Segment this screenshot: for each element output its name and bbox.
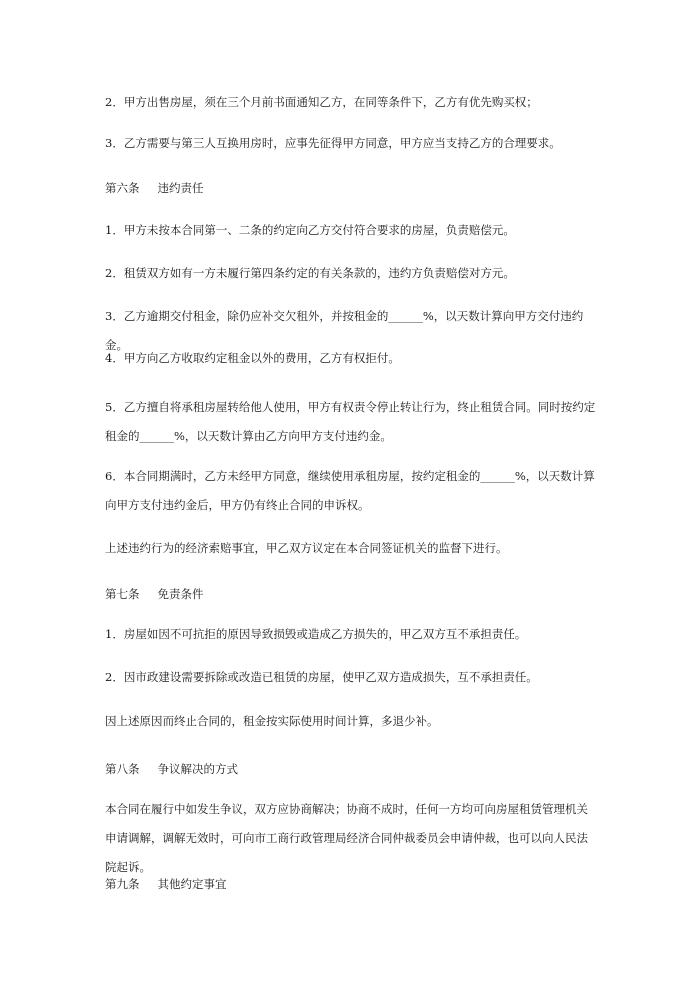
article-7-title: 免责条件 <box>157 587 204 601</box>
article-6-number: 第六条 <box>105 181 140 195</box>
clause-5-item-2: 2．甲方出售房屋，须在三个月前书面通知乙方，在同等条件下，乙方有优先购买权； <box>105 95 538 109</box>
article-7-heading <box>105 584 204 604</box>
clause-8-body: 本合同在履行中如发生争议，双方应协商解决；协商不成时，任何一方均可向房屋租赁管理机关申请调解，调解无效时，可向市工商行政管理局经济合同仲裁委员会申请仲裁，也可以向人民法院起诉。 <box>105 802 588 874</box>
clause-6-item-1: 1．甲方未按本合同第一、二条的约定向乙方交付符合要求的房屋，负责赔偿元。 <box>105 223 515 237</box>
article-9-number: 第九条 <box>105 877 140 891</box>
clause-6-item-6: 6．本合同期满时，乙方未经甲方同意，继续使用承租房屋，按约定租金的______%，以天数计算向甲方支付违约金后，甲方仍有终止合同的申诉权。 <box>105 469 595 512</box>
article-7-number: 第七条 <box>105 587 140 601</box>
article-9-heading <box>105 874 227 894</box>
clause-6-item-4: 4．甲方向乙方收取约定租金以外的费用，乙方有权拒付。 <box>105 351 400 365</box>
clause-6-item-5: 5．乙方擅自将承租房屋转给他人使用，甲方有权责令停止转让行为，终止租赁合同。同时按约定租金的______%，以天数计算由乙方向甲方支付违约金。 <box>105 400 596 443</box>
clause-6-item-3: 3．乙方逾期交付租金，除仍应补交欠租外，并按租金的______%，以天数计算向甲方交付违约金。 <box>105 309 584 352</box>
article-6-title: 违约责任 <box>157 181 204 195</box>
article-6-heading <box>105 178 204 198</box>
clause-6-item-2: 2．租赁双方如有一方未履行第四条约定的有关条款的，违约方负责赔偿对方元。 <box>105 266 515 280</box>
article-8-heading <box>105 759 238 779</box>
article-8-number: 第八条 <box>105 762 140 776</box>
clause-6-summary: 上述违约行为的经济索赔事宜，甲乙双方议定在本合同签证机关的监督下进行。 <box>105 541 508 555</box>
clause-7-item-1: 1．房屋如因不可抗拒的原因导致损毁或造成乙方损失的，甲乙双方互不承担责任。 <box>105 627 527 641</box>
clause-7-item-2: 2．因市政建设需要拆除或改造已租赁的房屋，使甲乙双方造成损失，互不承担责任。 <box>105 670 538 684</box>
clause-7-summary: 因上述原因而终止合同的，租金按实际使用时间计算，多退少补。 <box>105 714 439 728</box>
article-8-title: 争议解决的方式 <box>157 762 238 776</box>
article-9-title: 其他约定事宜 <box>157 877 227 891</box>
clause-5-item-3: 3．乙方需要与第三人互换用房时，应事先征得甲方同意，甲方应当支持乙方的合理要求。 <box>105 136 561 150</box>
